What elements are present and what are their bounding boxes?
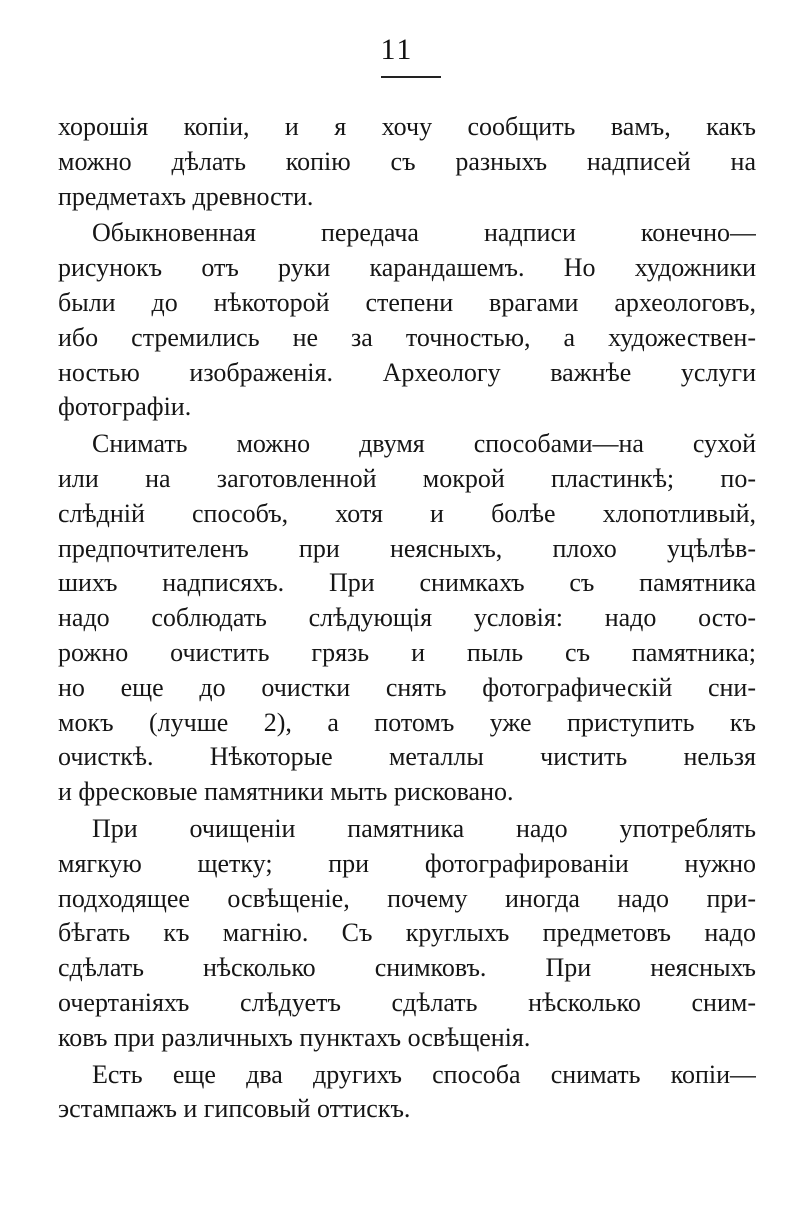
text-line: можно дѣлать копію съ разныхъ надписей на xyxy=(58,146,756,176)
text-line: рожно очистить грязь и пыль съ памятника; xyxy=(58,637,756,667)
text-line: Снимать можно двумя способами—на сухой xyxy=(92,429,756,459)
text-line: подходящее освѣщеніе, почему иногда надо при- xyxy=(58,883,756,913)
text-line: При очищеніи памятника надо употреблять xyxy=(92,813,756,843)
paragraph xyxy=(58,427,756,810)
text-line: были до нѣкоторой степени врагами археологовъ, xyxy=(58,287,756,317)
text-line: эстампажъ и гипсовый оттискъ. xyxy=(58,1094,411,1124)
paragraph xyxy=(58,1058,756,1128)
text-line: рисунокъ отъ руки карандашемъ. Но художники xyxy=(58,253,756,283)
text-line: очисткѣ. Нѣкоторые металлы чистить нельзя xyxy=(58,742,756,772)
text-line: Есть еще два другихъ способа снимать копіи— xyxy=(92,1059,756,1089)
text-line: ностью изображенія. Археологу важнѣе услуги xyxy=(58,357,756,387)
page-number-rule xyxy=(381,76,441,78)
text-line: сдѣлать нѣсколько снимковъ. При неясныхъ xyxy=(58,953,756,983)
text-line: ковъ при различныхъ пунктахъ освѣщенія. xyxy=(58,1022,531,1052)
body-text xyxy=(58,110,756,1127)
text-line: фотографіи. xyxy=(58,392,192,422)
paragraph xyxy=(58,812,756,1056)
paragraph xyxy=(58,216,756,425)
text-line: Обыкновенная передача надписи конечно— xyxy=(92,218,756,248)
page-number: 11 xyxy=(380,33,414,66)
text-line: очертаніяхъ слѣдуетъ сдѣлать нѣсколько сним- xyxy=(58,987,756,1017)
text-line: и фресковые памятники мыть рисковано. xyxy=(58,777,514,807)
text-line: предметахъ древности. xyxy=(58,181,314,211)
text-line: ибо стремились не за точностью, а художествен- xyxy=(58,322,756,352)
paragraph xyxy=(58,110,756,214)
text-line: но еще до очистки снять фотографическій сни- xyxy=(58,672,756,702)
text-line: мягкую щетку; при фотографированіи нужно xyxy=(58,848,756,878)
text-line: надо соблюдать слѣдующія условія: надо осто- xyxy=(58,603,756,633)
text-line: бѣгать къ магнію. Съ круглыхъ предметовъ надо xyxy=(58,918,756,948)
text-line: слѣдній способъ, хотя и болѣе хлопотливый, xyxy=(58,498,756,528)
text-line: хорошія копіи, и я хочу сообщить вамъ, какъ xyxy=(58,112,756,141)
text-line: предпочтителенъ при неясныхъ, плохо уцѣлѣв- xyxy=(58,533,756,563)
text-line: мокъ (лучше 2), а потомъ уже приступить къ xyxy=(58,707,756,737)
text-line: шихъ надписяхъ. При снимкахъ съ памятника xyxy=(58,568,756,598)
text-line: или на заготовленной мокрой пластинкѣ; по- xyxy=(58,463,756,493)
